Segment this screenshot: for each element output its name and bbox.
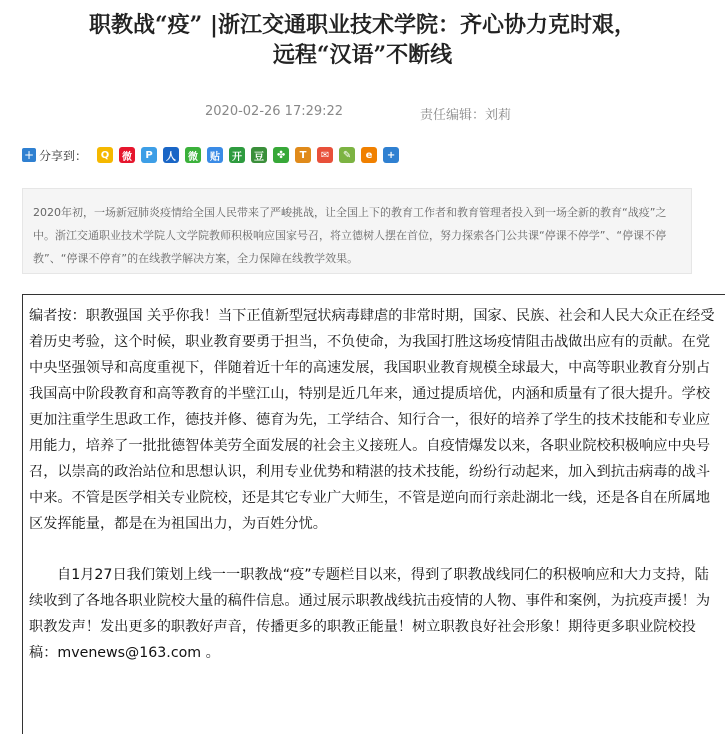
more-icon[interactable]: + [383,147,399,163]
responsible-editor: 责任编辑：刘莉 [420,108,512,123]
mail-icon[interactable]: ✉ [317,147,333,163]
share-plus-icon[interactable]: + [23,148,35,162]
note-icon[interactable]: ✎ [339,147,355,163]
article-summary: 2020年初，一场新冠肺炎疫情给全国人民带来了严峻挑战，让全国上下的教育工作者和教育管理者投入到一场全新的教育“战疫”之中。浙江交通职业技术学院人文学院教师积极响应国家号召，将立德树人摆在首位，努力探索各门公共课“停课不停学”、“停课不停教”、“停课不停育”的在线教学解决方案，全力保障在线教学效果。 [22,188,692,274]
editor-note-box [22,294,725,734]
douban-icon[interactable]: 豆 [251,147,267,163]
qzone-icon[interactable]: Q [97,147,113,163]
editor-note-paragraph-1: 编者按：职教强国 关乎你我！当下正值新型冠状病毒肆虐的非常时期，国家、民族、社会和人民大众正在经受着历史考验，这个时候，职业教育要勇于担当，不负使命，为我国打胜这场疫情阻击战做出应有的贡献。在党中央坚强领导和高度重视下，伴随着近十年的高速发展，我国职业教育规模全球最大，中高等职业教育分别占我国高中阶段教育和高等教育的半壁江山，特别是近几年来，通过提质培优，内涵和质量有了很大提升。学校更加注重学生思政工作，德技并修、德育为先，工学结合、知行合一，很好的培养了学生的技术技能和专业应用能力，培养了一批批德智体美劳全面发展的社会主义接班人。自疫情爆发以来，各职业院校积极响应中央号召，以崇高的政治站位和思想认识，利用专业优势和精湛的技术技能，纷纷行动起来，加入到抗击病毒的战斗中来。不管是医学相关专业院校，还是其它专业广大师生，不管是逆向而行亲赴湖北一线，还是各自在所属地区发挥能量，都是在为祖国出力，为百姓分忧。 [29,308,715,532]
share-label: 分享到： [39,148,88,163]
article-title-line2: 远程“汉语”不断线 [272,42,453,68]
weibo-icon[interactable]: 微 [119,147,135,163]
browser-icon[interactable]: e [361,147,377,163]
tencent-weibo-icon[interactable]: P [141,147,157,163]
tieba-icon[interactable]: 贴 [207,147,223,163]
editor-note-paragraph-2: 自1月27日我们策划上线一一职教战“疫”专题栏目以来，得到了职教战线同仁的积极响应和大力支持，陆续收到了各地各职业院校大量的稿件信息。通过展示职教战线抗击疫情的人物、事件和案例，为抗疫声援！为职教发声！发出更多的职教好声音，传播更多的职教正能量！树立职教良好社会形象！期待更多职业院校投稿：mvenews@163.com 。 [29,567,711,661]
wechat-icon[interactable]: 微 [185,147,201,163]
renren-icon[interactable]: 人 [163,147,179,163]
publish-date: 2020-02-26 17:29:22 [205,104,344,119]
tianya-icon[interactable]: T [295,147,311,163]
clover-icon[interactable]: ✤ [273,147,289,163]
share-icons [97,147,405,163]
article-title-line1: 职教战“疫” |浙江交通职业技术学院：齐心协力克时艰， [89,12,636,38]
article-title [0,10,725,70]
kaixin-icon[interactable]: 开 [229,147,245,163]
share-bar [22,145,405,165]
